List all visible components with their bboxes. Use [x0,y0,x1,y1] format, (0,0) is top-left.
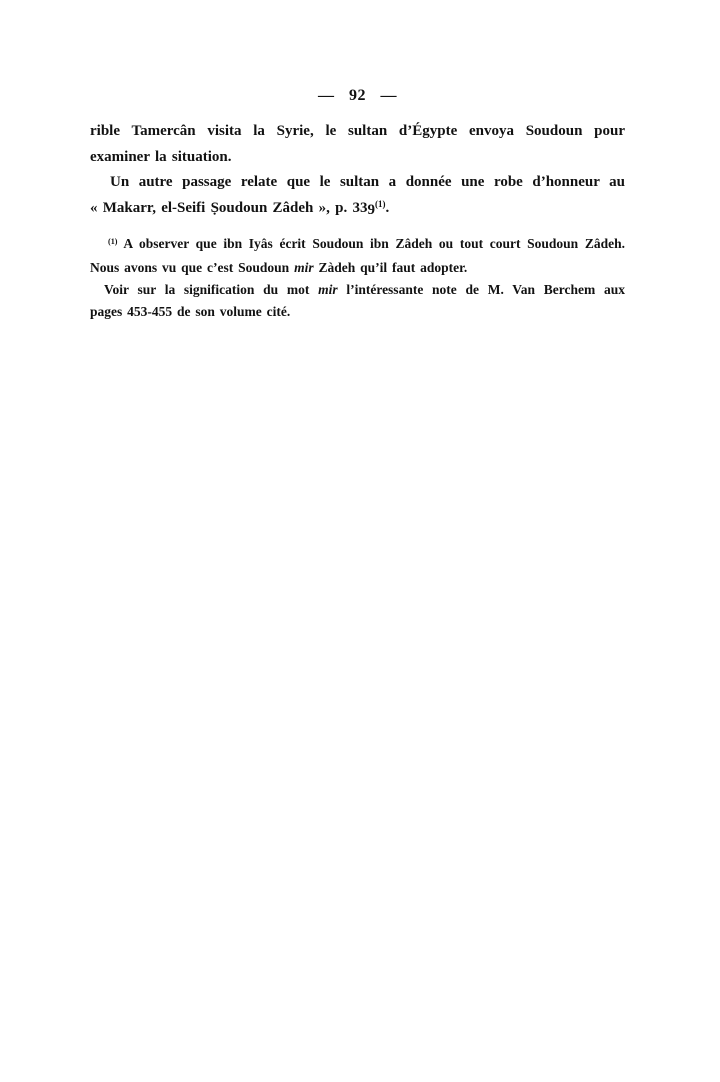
text-segment: « Makarr, el-Seifi Ṣoudoun Zâdeh », p. 33 [90,199,368,216]
footnote-ref: (1) [375,199,386,210]
footnote-block [90,233,625,323]
body-line: Un autre passage relate que le sultan a donnée une robe d’honneur au [110,174,625,190]
italic-term: mir [294,260,314,275]
text-segment: Nous avons vu que c’est Soudoun [90,260,295,275]
main-text-block [90,119,625,222]
footnote-line: pages 453-455 de son volume cité. [90,304,291,319]
footnote-line [90,279,625,301]
footnote-line [90,233,625,257]
footnote-line [90,257,625,279]
italic-term: mir [318,282,338,297]
body-line: examiner la situation. [90,148,232,165]
footnote-marker: (1) [108,237,118,247]
text-segment: l’intéressante note de M. Van Berchem aux [337,282,625,297]
oldstyle-digit: 9 [367,202,375,218]
page-number: — 92 — [318,87,397,104]
text-segment: Voir sur la signification du mot [104,282,319,297]
text-segment: A observer que ibn Iyâs écrit Soudoun ibn Zâdeh ou tout court Soudoun Zâdeh. [117,236,625,251]
text-segment: Zàdeh qu’il faut adopter. [313,260,468,275]
body-line: rible Tamercân visita la Syrie, le sultan d’Égypte envoya Soudoun pour [90,123,625,139]
text-segment: . [385,199,390,216]
body-line [90,196,625,223]
